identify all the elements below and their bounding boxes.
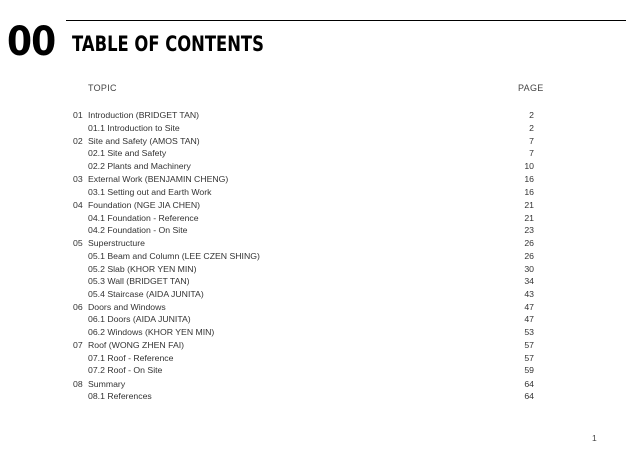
header-rule [66,20,626,21]
section-number: 05 [73,238,83,249]
section-title: Doors and Windows [88,301,166,312]
subsection-page: 47 [524,314,534,325]
section-title: Introduction (BRIDGET TAN) [88,110,200,120]
chapter-number: 00 [7,19,56,65]
toc-subsection-row [0,352,638,365]
toc-subsection-row [0,263,638,276]
toc-section-row [0,135,638,148]
toc-subsection-row [0,364,638,377]
subsection-page: 2 [529,122,534,133]
page-column-header: PAGE [518,83,544,93]
subsection-page: 57 [524,352,534,363]
toc-subsection-row [0,390,638,403]
section-page: 21 [524,199,534,210]
toc-subsection-row [0,250,638,263]
section-page: 47 [524,301,534,312]
subsection-page: 23 [524,225,534,236]
subsection-page: 43 [524,288,534,299]
section-page: 64 [524,378,534,389]
section-number: 03 [73,174,83,185]
toc-section-row [0,301,638,314]
toc-subsection-row [0,212,638,225]
subsection-title: 04.1 Foundation - Reference [88,212,199,223]
section-number: 02 [73,135,83,146]
subsection-page: 16 [524,186,534,197]
section-page: 7 [529,135,534,146]
section-title: Superstructure [88,238,145,249]
toc-subsection-row [0,186,638,199]
toc-subsection-row [0,275,638,288]
subsection-title: 07.1 Roof - Reference [88,352,174,363]
section-number: 04 [73,199,83,210]
subsection-title: 02.1 Site and Safety [88,148,167,159]
page-title: TABLE OF CONTENTS [72,32,264,56]
toc-section-row [0,378,638,391]
subsection-title: 05.2 Slab (KHOR YEN MIN) [88,263,197,274]
toc-subsection-row [0,313,638,326]
section-number: 01 [73,110,83,120]
section-number: 07 [73,340,83,351]
section-title: Site and Safety (AMOS TAN) [88,135,200,146]
subsection-page: 10 [524,160,534,171]
subsection-title: 05.1 Beam and Column (LEE CZEN SHING) [88,250,260,261]
section-title: External Work (BENJAMIN CHENG) [88,174,229,185]
subsection-title: 07.2 Roof - On Site [88,365,163,376]
section-page: 26 [524,238,534,249]
subsection-title: 08.1 References [88,391,152,402]
subsection-page: 21 [524,212,534,223]
subsection-page: 26 [524,250,534,261]
toc-subsection-row [0,147,638,160]
toc-subsection-row [0,326,638,339]
subsection-title: 03.1 Setting out and Earth Work [88,186,212,197]
topic-column-header: TOPIC [88,83,117,93]
subsection-page: 30 [524,263,534,274]
subsection-page: 59 [524,365,534,376]
subsection-title: 05.3 Wall (BRIDGET TAN) [88,276,190,287]
section-title: Summary [88,378,126,389]
section-page: 57 [524,340,534,351]
subsection-page: 34 [524,276,534,287]
toc-section-row [0,109,638,122]
section-number: 08 [73,378,83,389]
toc-section-row [0,173,638,186]
section-page: 16 [524,174,534,185]
page-number: 1 [592,433,597,443]
subsection-page: 64 [524,391,534,402]
subsection-title: 04.2 Foundation - On Site [88,225,188,236]
subsection-title: 05.4 Staircase (AIDA JUNITA) [88,288,204,299]
subsection-title: 06.1 Doors (AIDA JUNITA) [88,314,191,325]
toc-section-row [0,339,638,352]
subsection-page: 7 [529,148,534,159]
section-page: 2 [529,110,534,120]
toc-section-row [0,199,638,212]
toc-subsection-row [0,122,638,135]
toc-section-row [0,237,638,250]
section-title: Roof (WONG ZHEN FAI) [88,340,185,351]
toc-subsection-row [0,288,638,301]
subsection-title: 02.2 Plants and Machinery [88,160,191,171]
subsection-page: 53 [524,327,534,338]
toc-list [0,109,638,403]
section-number: 06 [73,301,83,312]
section-title: Foundation (NGE JIA CHEN) [88,199,201,210]
toc-subsection-row [0,160,638,173]
toc-subsection-row [0,224,638,237]
subsection-title: 01.1 Introduction to Site [88,122,180,133]
subsection-title: 06.2 Windows (KHOR YEN MIN) [88,327,215,338]
